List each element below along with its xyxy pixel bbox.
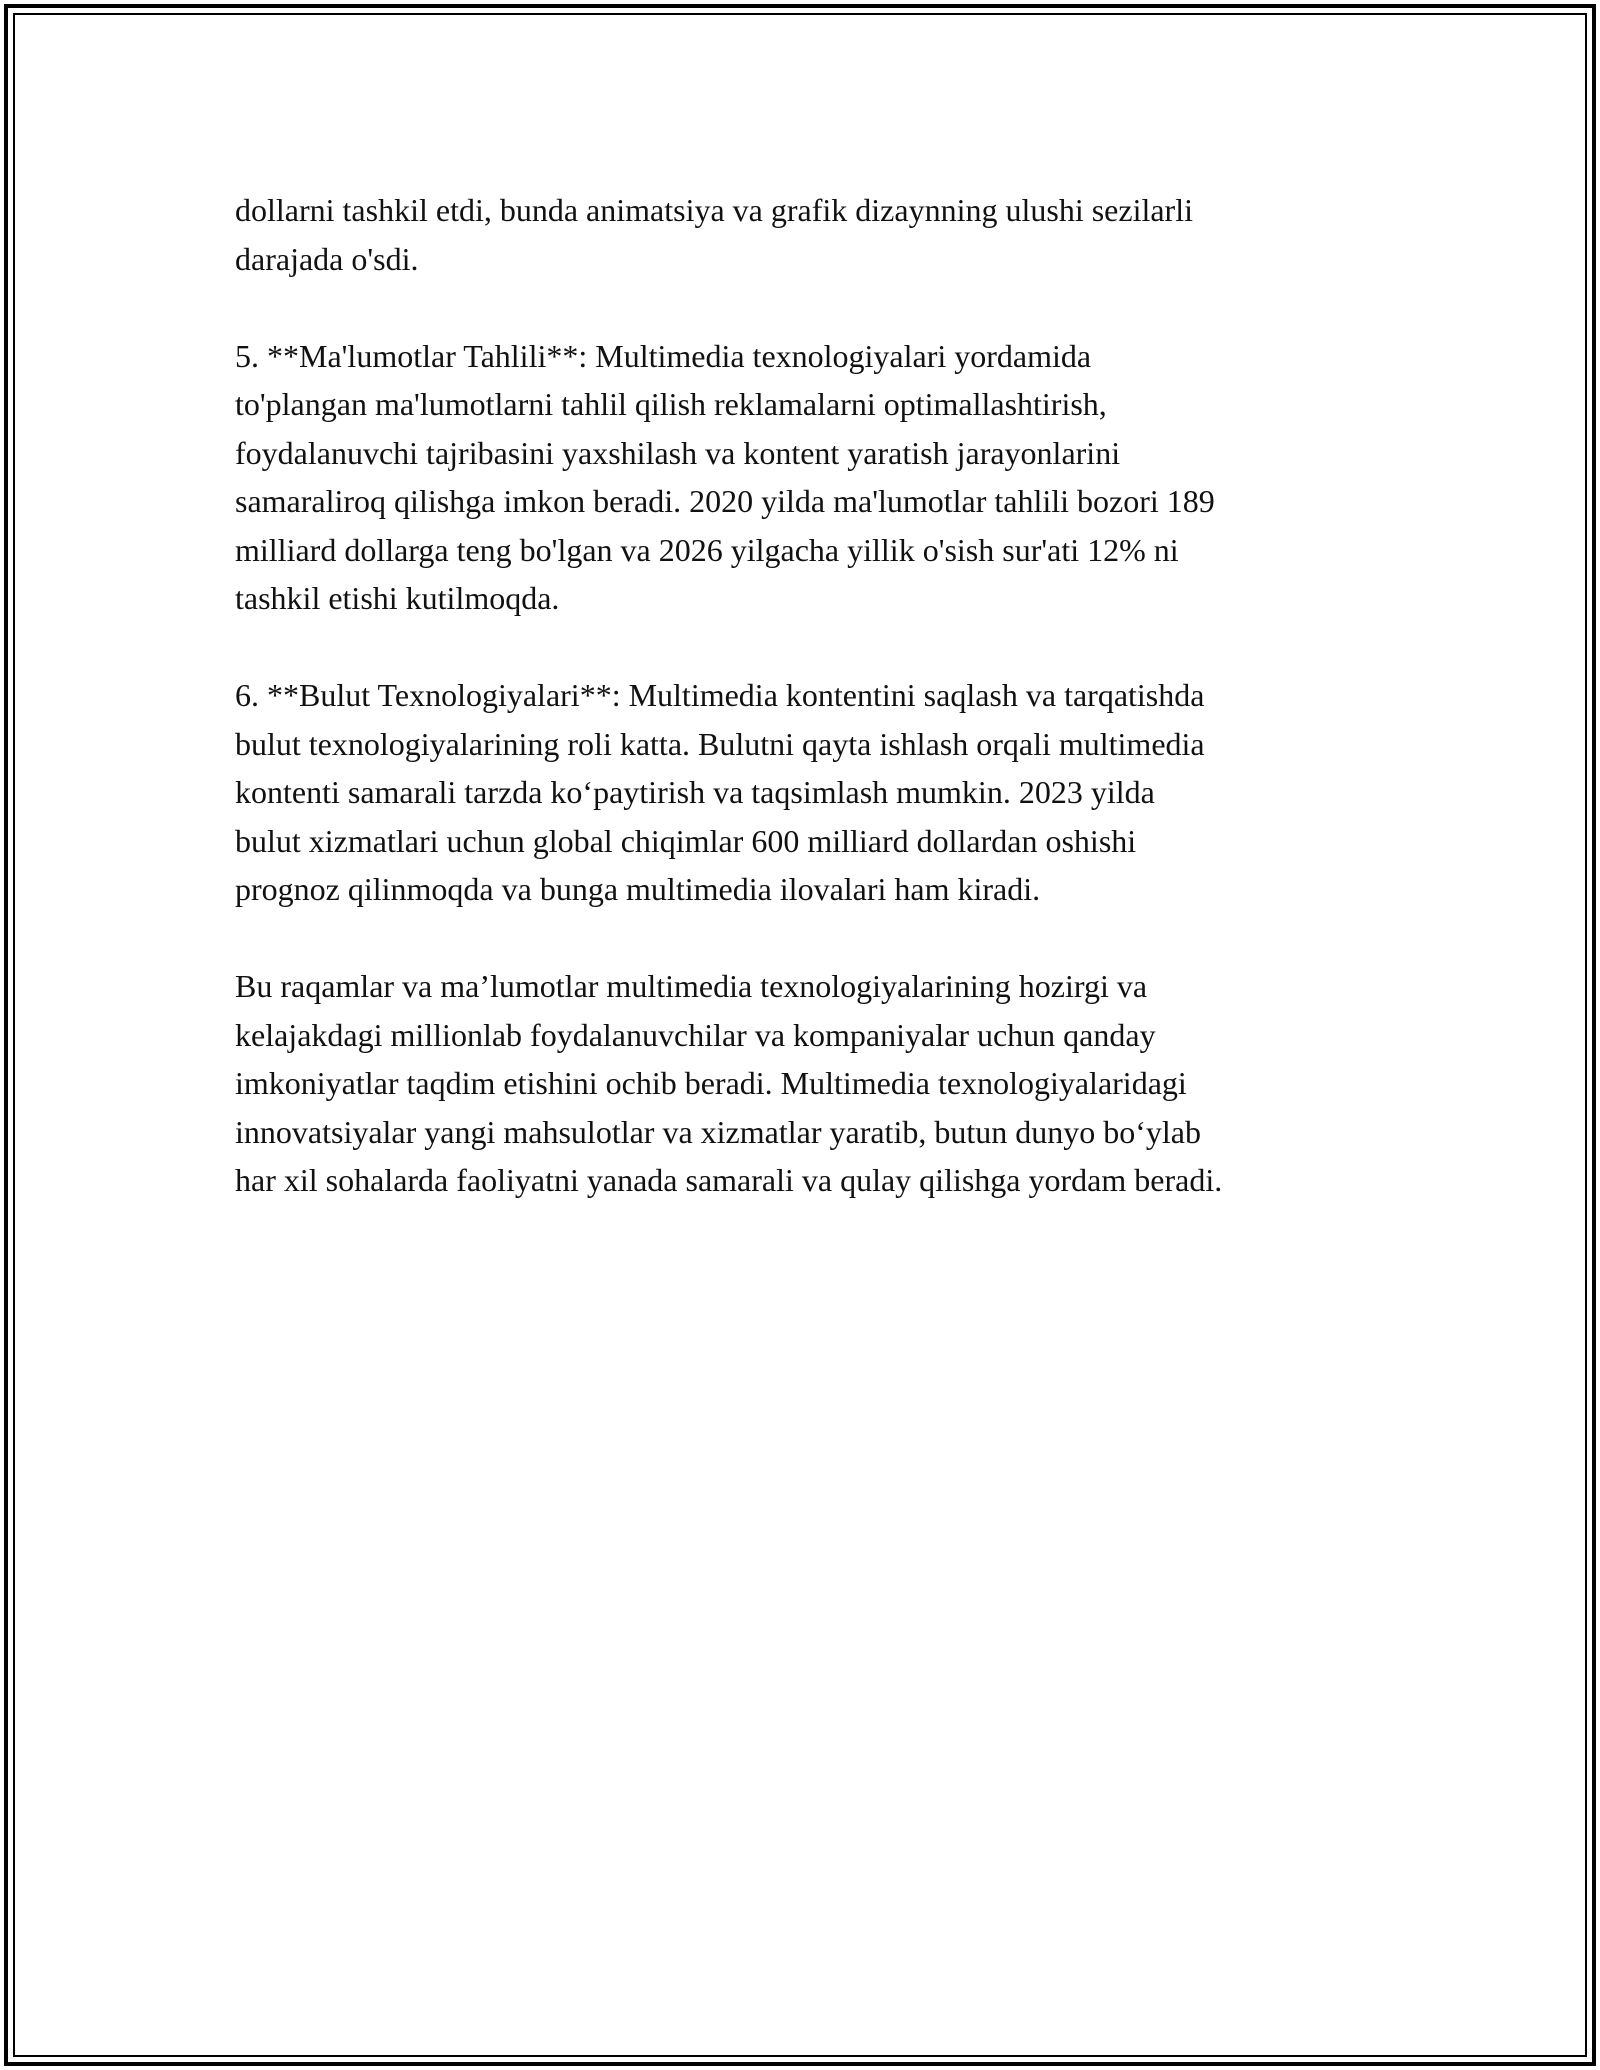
document-body [235,186,1385,1253]
paragraph-conclusion: Bu raqamlar va ma’lumotlar multimedia texnologiyalarining hozirgi va kelajakdagi millionlab foydalanuvchilar va kompaniyalar uchun qanday imkoniyatlar taqdim etishini ochib beradi. Multimedia texnologiyalaridagi innovatsiyalar yangi mahsulotlar va xizmatlar yaratib, butun dunyo bo‘ylab har xil sohalarda faoliyatni yanada samarali va qulay qilishga yordam beradi. [235,968,1223,1198]
paragraph-cloud-technologies: 6. **Bulut Texnologiyalari**: Multimedia kontentini saqlash va tarqatishda bulut texnologiyalarining roli katta. Bulutni qayta ishlash orqali multimedia kontenti samarali tarzda ko‘paytirish va taqsimlash mumkin. 2023 yilda bulut xizmatlari uchun global chiqimlar 600 milliard dollardan oshishi prognoz qilinmoqda va bunga multimedia ilovalari ham kiradi. [235,677,1205,907]
paragraph-data-analysis: 5. **Ma'lumotlar Tahlili**: Multimedia texnologiyalari yordamida to'plangan ma'lumotlarni tahlil qilish reklamalarni optimallashtirish, foydalanuvchi tajribasini yaxshilash va kontent yaratish jarayonlarini samaraliroq qilishga imkon beradi. 2020 yilda ma'lumotlar tahlili bozori 189 milliard dollarga teng bo'lgan va 2026 yilgacha yillik o'sish sur'ati 12% ni tashkil etishi kutilmoqda. [235,337,1215,616]
paragraph-continuation: dollarni tashkil etdi, bunda animatsiya va grafik dizaynning ulushi sezilarli darajada o'sdi. [235,192,1193,277]
